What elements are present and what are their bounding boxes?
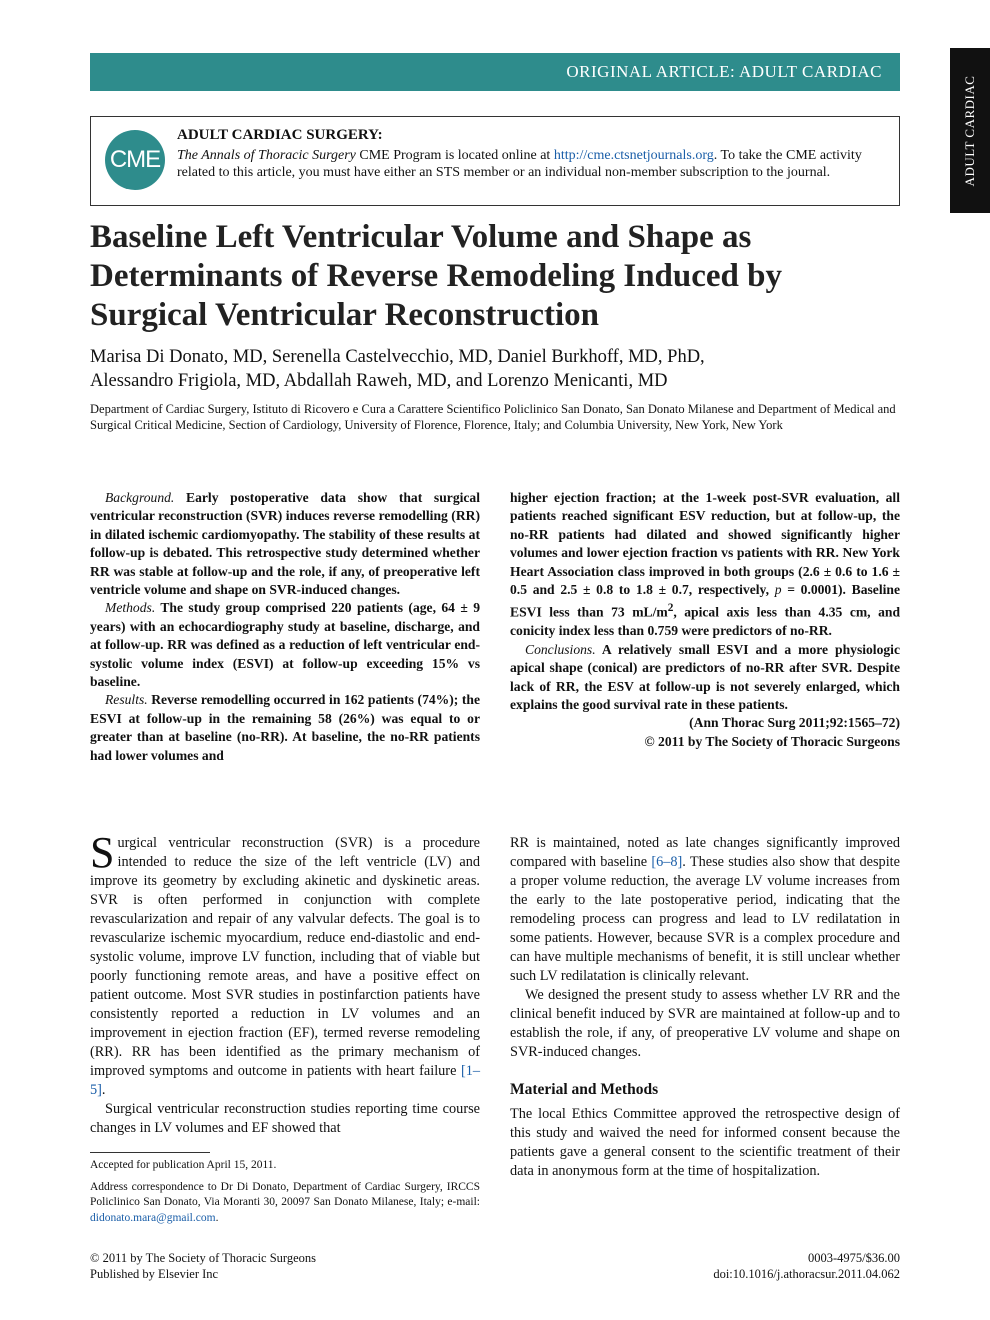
body-paragraph-3: We designed the present study to assess whether LV RR and the clinical benefit induced by SVR are maintained at follow-up and to establish the role, if any, of preoperative LV volume and shape on SVR-induced changes.: [510, 987, 900, 1060]
body-paragraph-2: Surgical ventricular reconstruction studies reporting time course changes in LV volumes and EF showed that: [90, 1101, 480, 1136]
results-label: Results.: [105, 692, 148, 708]
body-p2-cont-a: RR is maintained, noted as late changes significantly improved compared with baseline: [510, 835, 900, 870]
affiliation: Department of Cardiac Surgery, Istituto di Ricovero e Cura a Carattere Scientifico Policlinico San Donato, San Donato Milanese and Department of Medical and Surgical Critical Medicine, Section of Cardiology, University of Florence, Florence, Italy; and Columbia University, New York, New York: [90, 402, 896, 432]
side-tab: [950, 48, 990, 213]
footnotes: [90, 1158, 480, 1232]
body-paragraph-1: [90, 828, 480, 1100]
footnote-accepted: Accepted for publication April 15, 2011.: [90, 1159, 277, 1171]
footer-copyright: © 2011 by The Society of Thoracic Surgeons: [90, 1251, 317, 1265]
results-p-symbol: p: [774, 582, 782, 598]
results-text-a: Reverse remodelling occurred in 162 patients (74%); the ESVI at follow-up in the remaining 58 (26%) was equal to or greater than at baseline (no-RR). At baseline, the no-RR patients had lower volumes and: [90, 692, 480, 763]
abstract-right-column: [510, 489, 900, 751]
body-paragraph-4: The local Ethics Committee approved the retrospective design of this study and waived the need for informed consent because the patients gave a general consent to the scientific treatment of their data in anonymous form at the time of hospitalization.: [510, 1106, 900, 1179]
footnote-address-end: .: [215, 1211, 219, 1224]
cme-journal: The Annals of Thoracic Surgery: [177, 148, 356, 163]
methods-label: Methods.: [105, 600, 156, 616]
background-label: Background.: [105, 490, 175, 505]
drop-cap: S: [90, 828, 115, 877]
reference-link-1[interactable]: [1–5]: [90, 1063, 480, 1098]
email-link[interactable]: didonato.mara@gmail.com: [90, 1211, 216, 1224]
article-title: Baseline Left Ventricular Volume and Shape as Determinants of Reverse Remodeling Induced by Surgical Ventricular Reconstruction: [90, 219, 783, 333]
footnote-address: [90, 1180, 480, 1227]
body-left-column: [90, 828, 480, 1138]
body-p2-cont-b: . These studies also show that despite a proper volume reduction, the average LV volume increases from the early to the late postoperative period, indicating that the remodeling process can progress and lead to LV redilatation in some patients. However, because SVR is a complex procedure and can have multiple mechanisms of benefit, it is still unclear whether such LV redilatation is clinically relevant.: [510, 854, 900, 984]
section-heading: Material and Methods: [510, 1081, 659, 1098]
cme-text-1: CME Program is located online at: [355, 148, 554, 163]
abstract-left-column: [90, 489, 480, 765]
abstract-background: [90, 489, 480, 599]
abstract-results-continued: [510, 489, 900, 641]
section-banner: [90, 53, 900, 91]
footer-issn: 0003-4975/$36.00: [807, 1251, 900, 1265]
reference-link-2[interactable]: [6–8]: [651, 854, 683, 870]
abstract-conclusions: [510, 641, 900, 715]
cme-text-2: . To take the CME activity related to this article, you must have either an STS member or an individual non-member subscription to the journal.: [177, 148, 862, 180]
body-right-column: [510, 834, 900, 1181]
authors: [90, 345, 890, 393]
results-text-b2: = 0.0001). Baseline ESVI less than 73 mL/m: [510, 582, 900, 620]
footer-publisher: Published by Elsevier Inc: [90, 1266, 219, 1281]
abstract-results: [90, 691, 480, 765]
abstract-copyright: © 2011 by The Society of Thoracic Surgeons: [644, 733, 900, 749]
footer-doi: doi:10.1016/j.athoracsur.2011.04.062: [713, 1266, 900, 1281]
footnote-address-text: Address correspondence to Dr Di Donato, Department of Cardiac Surgery, IRCCS Policlinico San Donato, Via Moranti 30, 20097 San Donato Milanese, Italy; e-mail:: [90, 1180, 480, 1208]
background-text: Early postoperative data show that surgical ventricular reconstruction (SVR) induces reverse remodelling (RR) in dilated ischemic cardiomyopathy. The stability of these results at follow-up is debated. This retrospective study determined whether RR was stable at follow-up and the role, if any, of preoperative left ventricle volume and shape on SVR-induced changes.: [90, 490, 480, 598]
results-text-b3: , apical axis less than 4.35 cm, and conicity index less than 0.759 were predictors of no-RR.: [510, 604, 901, 639]
authors-line-2: Alessandro Frigiola, MD, Abdallah Raweh, MD, and Lorenzo Menicanti, MD: [90, 371, 668, 391]
cme-box: [90, 116, 900, 206]
conclusions-label: Conclusions.: [525, 641, 596, 657]
methods-text: The study group comprised 220 patients (age, 64 ± 9 years) with an echocardiography study at baseline, discharge, and at follow-up. RR was defined as a reduction of left ventricular end-systolic volume index (ESVI) at follow-up exceeding 15% vs baseline.: [90, 600, 480, 690]
side-tab-label: ADULT CARDIAC: [962, 75, 977, 186]
abstract-citation: (Ann Thorac Surg 2011;92:1565–72): [689, 715, 900, 731]
authors-line-1: Marisa Di Donato, MD, Serenella Castelvecchio, MD, Daniel Burkhoff, MD, PhD,: [90, 347, 705, 367]
cme-logo-icon: CME: [105, 130, 165, 190]
body-paragraph-2-continued: [510, 834, 900, 986]
cme-text: [177, 147, 877, 181]
results-superscript: 2: [667, 602, 674, 615]
abstract-methods: [90, 599, 480, 691]
footnote-divider: [90, 1152, 210, 1153]
cme-heading: ADULT CARDIAC SURGERY:: [177, 127, 383, 143]
cme-link[interactable]: http://cme.ctsnetjournals.org: [553, 148, 714, 163]
banner-label: ORIGINAL ARTICLE: ADULT CARDIAC: [566, 62, 882, 81]
body-p1-end: .: [101, 1082, 106, 1098]
footer-left: [90, 1251, 316, 1282]
footer-right: [713, 1251, 900, 1282]
results-text-b1: higher ejection fraction; at the 1-week post-SVR evaluation, all patients reached significant ESV reduction, but at follow-up, the no-RR patients had dilated and showed significantly higher volumes and lower ejection fraction vs patients with RR. New York Heart Association class improved in both groups (2.6 ± 0.6 to 1.6 ± 0.5 and 2.5 ± 0.8 to 1.8 ± 0.7, respectively,: [510, 490, 900, 598]
body-p1-text: urgical ventricular reconstruction (SVR) is a procedure intended to reduce the size of the left ventricle (LV) and improve its geometry by excluding akinetic and dyskinetic areas. SVR is often performed in conjunction with complete revascularization and repair of any valvular defects. The goal is to revascularize ischemic myocardium, reduce end-diastolic and end-systolic volume, improve LV function, including that of viable but poorly functioning remote areas, and have a positive effect on patient outcome. Most SVR studies in postinfarction patients have consistently reported a reduction in LV volumes and an improvement in ejection fraction (EF), termed reverse remodeling (RR). RR has been identified as the primary mechanism of improved symptoms and outcome in patients with heart failure: [90, 835, 480, 1079]
conclusions-text: A relatively small ESVI and a more physiologic apical shape (conical) are predictors of no-RR after SVR. Despite lack of RR, the ESV at follow-up is not severely enlarged, which explains the good survival rate in these patients.: [510, 641, 900, 712]
